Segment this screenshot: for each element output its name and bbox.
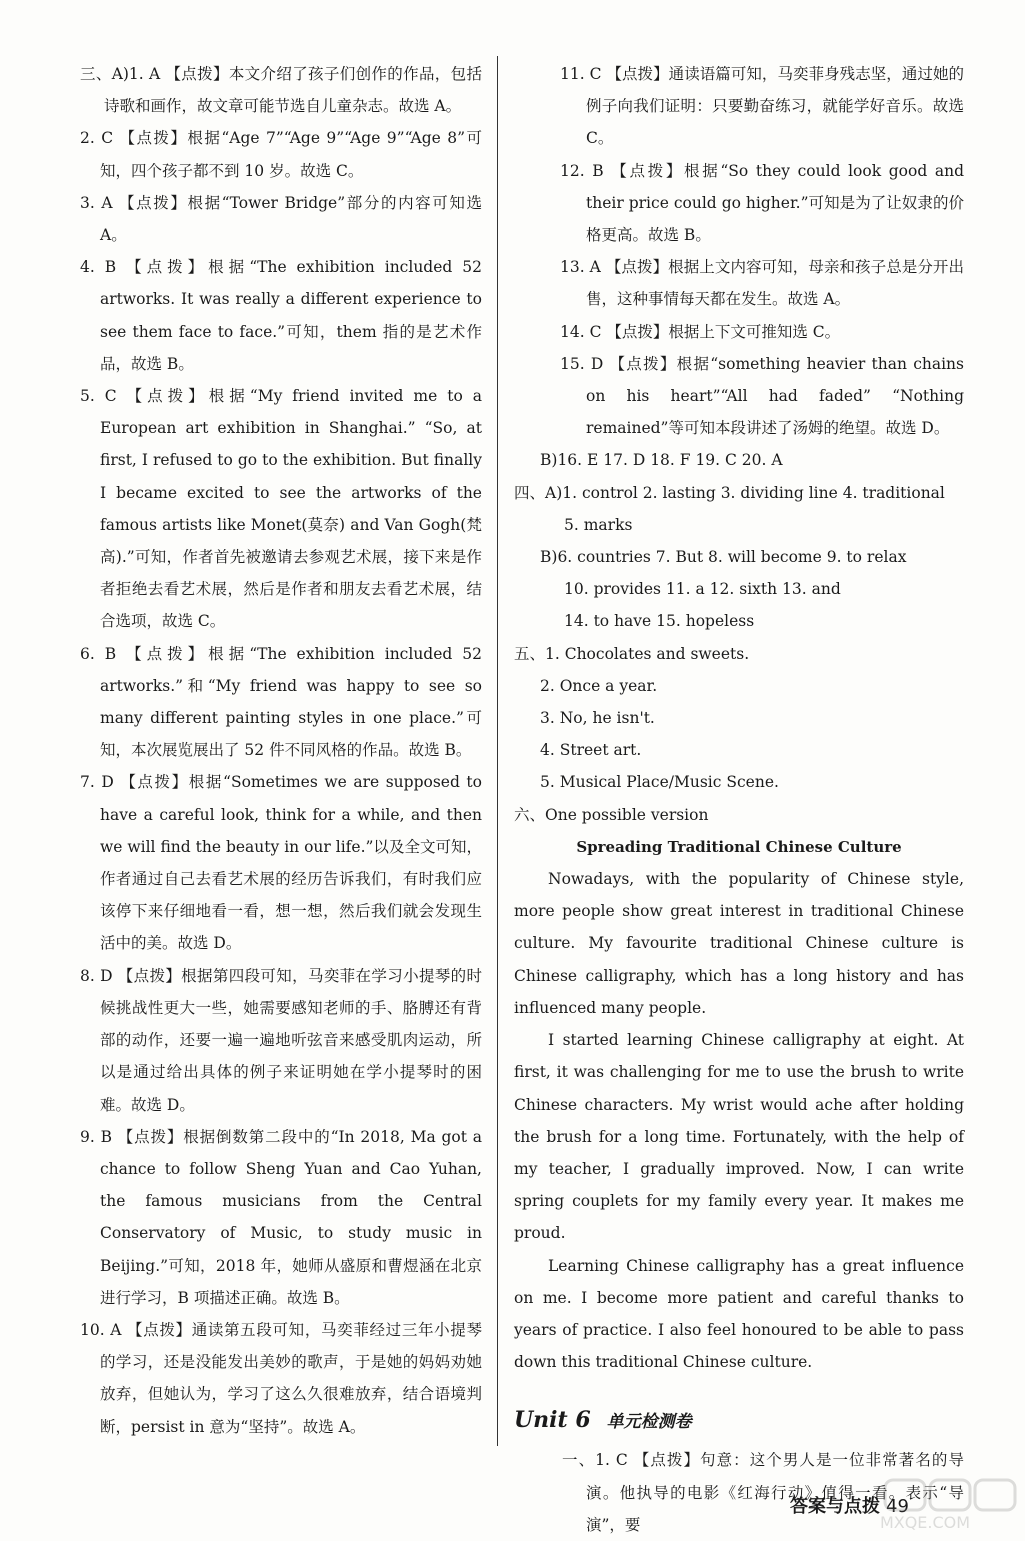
section-5-answer-3: 3. No, he isn't. — [540, 709, 655, 728]
essay-paragraph-3: Learning Chinese calligraphy has a great influence on me. I become more patient and careful thanks to years of practice. I also feel honoured to be able to pass down this traditional Chinese culture. — [514, 1256, 964, 1372]
page-number: 49 — [886, 1496, 909, 1517]
section-5-answer-4: 4. Street art. — [540, 741, 642, 760]
section-4a-answers: 四、A)1. control 2. lasting 3. dividing line 4. traditional — [514, 483, 945, 502]
answer-12: 12. B 【点拨】根据“So they could look good and their price could go higher.”可知是为了让奴隶的价格更高。故选 B。 — [560, 161, 964, 245]
answer-11: 11. C 【点拨】通读语篇可知，马奕菲身残志坚，通过她的例子向我们证明：只要勤奋练习，就能学好音乐。故选 C。 — [560, 65, 964, 148]
left-column — [32, 58, 482, 1443]
section-5-answer-2: 2. Once a year. — [540, 676, 658, 695]
section-5-answer-1: 五、1. Chocolates and sweets. — [514, 644, 750, 663]
section-6-heading: 六、One possible version — [514, 805, 709, 824]
essay-paragraph-1: Nowadays, with the popularity of Chinese style, more people show great interest in traditional Chinese culture. My favourite traditional Chinese culture is Chinese calligraphy, which has a long history and has influenced many people. — [514, 870, 964, 1017]
essay-paragraph-2: I started learning Chinese calligraphy at eight. At first, it was challenging for me to use the brush to write Chinese characters. My wrist would ache after holding the brush for a long time. Fortunately, with the help of my teacher, I gradually improved. Now, I can write spring couplets for my family every year. It makes me proud. — [514, 1031, 964, 1243]
answer-2: 2. C 【点拨】根据“Age 7”“Age 9”“Age 9”“Age 8”可知，四个孩子都不到 10 岁。故选 C。 — [80, 129, 482, 180]
answer-1: 三、A)1. A 【点拨】本文介绍了孩子们创作的作品，包括诗歌和画作，故文章可能节选自儿童杂志。故选 A。 — [80, 65, 482, 116]
answer-13: 13. A 【点拨】根据上文内容可知，母亲和孩子总是分开出售，这种事情每天都在发生。故选 A。 — [560, 258, 964, 309]
answer-6: 6. B 【点拨】根据“The exhibition included 52 artworks.”和“My friend was happy to see so many different painting styles in one place.”可知，本次展览展出了 52 件不同风格的作品。故选 B。 — [80, 644, 482, 760]
unit-subtitle: 单元检测卷 — [606, 1412, 692, 1433]
unit-heading — [514, 1398, 964, 1444]
answer-3: 3. A 【点拨】根据“Tower Bridge”部分的内容可知选 A。 — [80, 193, 482, 245]
section-4a-answers-cont: 5. marks — [564, 515, 633, 534]
essay-title: Spreading Traditional Chinese Culture — [576, 837, 902, 856]
watermark-logo — [830, 1478, 1020, 1533]
answer-8: 8. D 【点拨】根据第四段可知，马奕菲在学习小提琴的时候挑战性更大一些，她需要感知老师的手、胳膊还有背部的动作，还要一遍一遍地听弦音来感受肌肉运动，所以是通过给出具体的例子来证明她在学小提琴时的困难。故选 D。 — [80, 966, 482, 1114]
answer-9: 9. B 【点拨】根据倒数第二段中的“In 2018, Ma got a chance to follow Sheng Yuan and Cao Yuhan, the famous musicians from the Central Conservatory of Music, to study music in Beijing.”可知，2018 年，她师从盛原和曹煜涵在北京进行学习，B 项描述正确。故选 B。 — [80, 1127, 482, 1307]
answer-7: 7. D 【点拨】根据“Sometimes we are supposed to have a careful look, think for a while, and then we will find the beauty in our life.”以及全文可知，作者通过自己去看艺术展的经历告诉我们，有时我们应该停下来仔细地看一看，想一想，然后我们就会发现生活中的美。故选 D。 — [80, 773, 482, 953]
unit-title: Unit 6 — [514, 1407, 591, 1434]
footer-label: 答案与点拨 — [790, 1496, 880, 1517]
section-4b-answers-cont2: 14. to have 15. hopeless — [564, 612, 755, 631]
answer-14: 14. C 【点拨】根据上下文可推知选 C。 — [560, 322, 841, 341]
answer-5: 5. C 【点拨】根据“My friend invited me to a European art exhibition in Shanghai.” “So, at first, I refused to go to the exhibition. But finally I became excited to see the artworks of the famous artists like Monet(莫奈) and Van Gogh(梵高).”可知，作者首先被邀请去参观艺术展，接下来是作者拒绝去看艺术展，然后是作者和朋友去看艺术展，结合选项，故选 C。 — [80, 387, 482, 631]
section-b-answers: B)16. E 17. D 18. F 19. C 20. A — [540, 451, 783, 470]
right-column — [514, 58, 964, 1541]
unit6-answer-1: 一、1. C 【点拨】句意：这个男人是一位非常著名的导演。他执导的电影《红海行动》值得一看。表示“导演”，要 — [562, 1451, 964, 1534]
answer-10: 10. A 【点拨】通读第五段可知，马奕菲经过三年小提琴的学习，还是没能发出美妙的歌声，于是她的妈妈劝她放弃，但她认为，学习了这么久很难放弃，结合语境判断，persist in 意为“坚持”。故选 A。 — [80, 1320, 482, 1436]
section-4b-answers: B)6. countries 7. But 8. will become 9. to relax — [540, 548, 907, 567]
watermark-text: MXQE.COM — [879, 1513, 971, 1532]
section-4b-answers-cont: 10. provides 11. a 12. sixth 13. and — [564, 580, 841, 599]
answer-15: 15. D 【点拨】根据“something heavier than chains on his heart”“All had faded” “Nothing remained”等可知本段讲述了汤姆的绝望。故选 D。 — [560, 354, 964, 438]
section-5-answer-5: 5. Musical Place/Music Scene. — [540, 773, 779, 792]
answer-4: 4. B 【点拨】根据“The exhibition included 52 artworks. It was really a different experience to see them face to face.”可知，them 指的是艺术作品，故选 B。 — [80, 258, 482, 373]
column-divider — [497, 56, 498, 1446]
